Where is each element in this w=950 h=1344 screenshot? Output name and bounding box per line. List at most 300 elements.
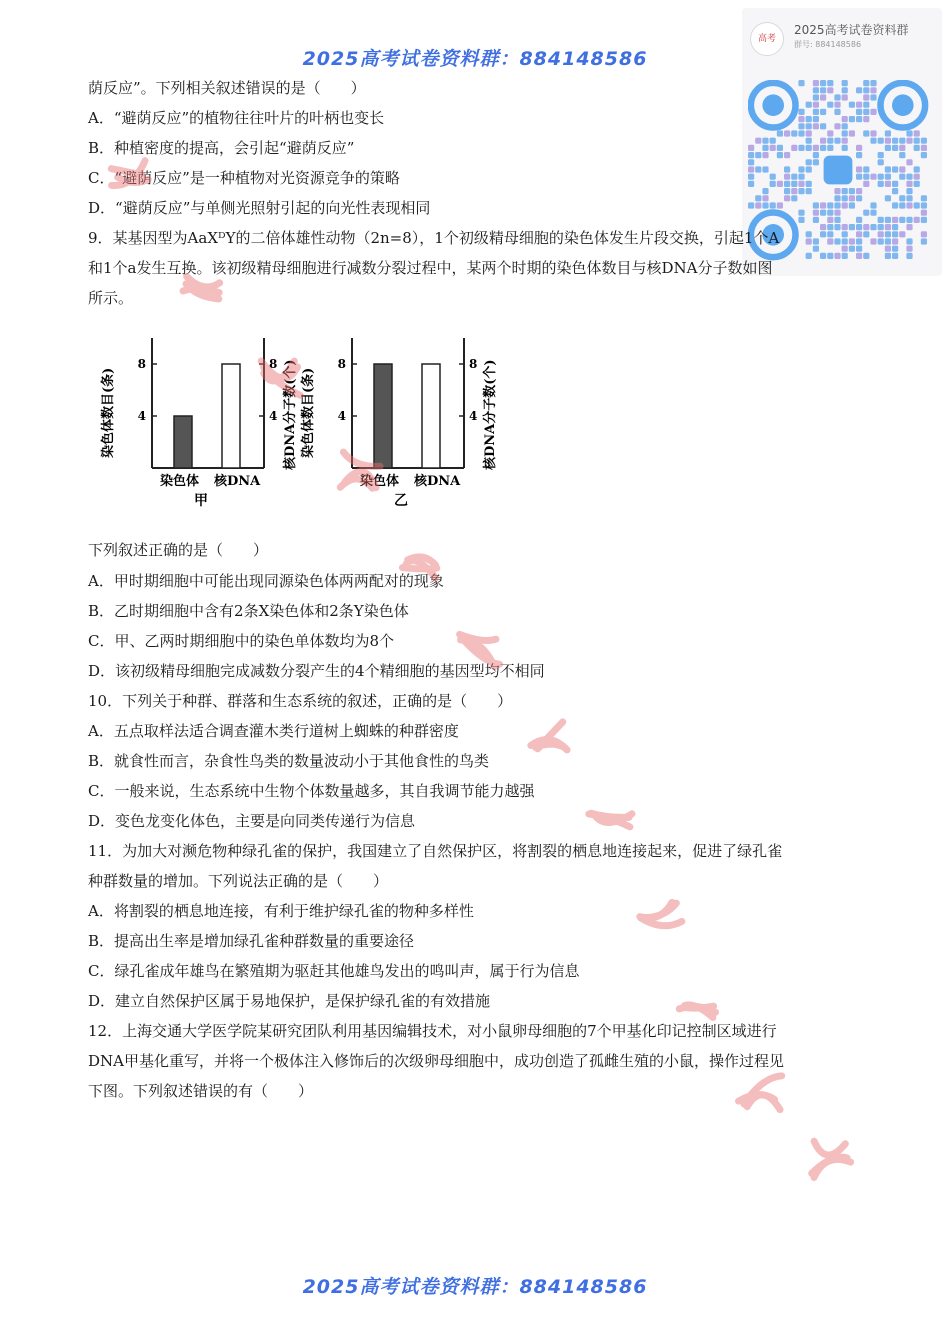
- qr-module: [870, 130, 876, 136]
- chart-title: 甲: [194, 493, 208, 509]
- qr-module: [834, 94, 840, 100]
- watermark-stroke: [641, 903, 676, 917]
- qr-module: [777, 130, 783, 136]
- y-tick-label-right: 4: [469, 409, 478, 423]
- qr-module: [791, 188, 797, 194]
- qr-module: [906, 181, 912, 187]
- qr-module: [870, 174, 876, 180]
- qr-module: [906, 130, 912, 136]
- qr-module: [856, 253, 862, 259]
- qr-module: [921, 217, 927, 223]
- qr-module: [806, 253, 812, 259]
- qr-module: [806, 238, 812, 244]
- qr-module: [870, 109, 876, 115]
- qr-module: [878, 138, 884, 144]
- x-category-label: 核DNA: [214, 474, 261, 489]
- watermark-stroke: [814, 1141, 845, 1155]
- watermark-stroke: [812, 1157, 847, 1173]
- qr-module: [899, 202, 905, 208]
- qr-module: [834, 138, 840, 144]
- qr-module: [770, 138, 776, 144]
- qr-module: [748, 181, 754, 187]
- qr-module: [806, 123, 812, 129]
- qr-module: [892, 145, 898, 151]
- qr-module: [813, 238, 819, 244]
- text-line: 11．为加大对濒危物种绿孔雀的保护，我国建立了自然保护区，将割裂的栖息地连接起来，促进了绿孔雀: [88, 842, 783, 860]
- qr-module: [856, 174, 862, 180]
- watermark-stroke: [186, 284, 219, 299]
- qr-module: [856, 238, 862, 244]
- qr-subtitle: 群号: 884148586: [794, 40, 862, 49]
- qr-module: [921, 195, 927, 201]
- y-tick-label-right: 8: [469, 357, 478, 371]
- qr-module: [813, 123, 819, 129]
- qr-module: [906, 138, 912, 144]
- qr-module: [856, 87, 862, 93]
- qr-module: [863, 231, 869, 237]
- qr-module: [885, 166, 891, 172]
- text-line: D．建立自然保护区属于易地保护，是保护绿孔雀的有效措施: [88, 992, 491, 1010]
- qr-module: [878, 224, 884, 230]
- y-axis-label: 染色体数目(条): [101, 367, 116, 458]
- qr-module: [777, 152, 783, 158]
- text-line: 12．上海交通大学医学院某研究团队利用基因编辑技术，对小鼠卵母细胞的7个甲基化印记控制区域进行: [88, 1022, 777, 1040]
- qr-module: [798, 123, 804, 129]
- qr-module: [885, 181, 891, 187]
- qr-module: [748, 202, 754, 208]
- qr-module: [842, 87, 848, 93]
- qr-module: [806, 231, 812, 237]
- qr-module: [770, 202, 776, 208]
- qr-module: [863, 253, 869, 259]
- qr-module: [892, 188, 898, 194]
- qr-module: [842, 253, 848, 259]
- qr-module: [813, 102, 819, 108]
- qr-module: [914, 202, 920, 208]
- text-line: C．绿孔雀成年雄鸟在繁殖期为驱赶其他雄鸟发出的鸣叫声，属于行为信息: [88, 962, 580, 980]
- qr-module: [914, 166, 920, 172]
- qr-module: [820, 109, 826, 115]
- qr-module: [842, 195, 848, 201]
- qr-module: [849, 202, 855, 208]
- text-line: DNA甲基化重写，并将一个极体注入修饰后的次级卵母细胞中，成功创造了孤雌生殖的小鼠，操作过程见: [88, 1052, 784, 1070]
- qr-module: [885, 238, 891, 244]
- qr-module: [921, 210, 927, 216]
- qr-module: [870, 138, 876, 144]
- qr-module: [755, 152, 761, 158]
- qr-module: [755, 166, 761, 172]
- qr-module: [856, 231, 862, 237]
- qr-module: [842, 238, 848, 244]
- qr-module: [892, 224, 898, 230]
- qr-module: [798, 188, 804, 194]
- qr-module: [834, 202, 840, 208]
- bar: [374, 364, 392, 468]
- qr-module: [863, 109, 869, 115]
- text-line: D．变色龙变化体色，主要是向同类传递行为信息: [88, 812, 416, 830]
- watermark-stroke: [591, 813, 629, 817]
- qr-module: [813, 159, 819, 165]
- qr-module: [870, 210, 876, 216]
- text-line: D．“避荫反应”与单侧光照射引起的向光性表现相同: [88, 199, 431, 217]
- qr-module: [921, 202, 927, 208]
- qr-module: [813, 116, 819, 122]
- qr-module: [906, 246, 912, 252]
- qr-module: [784, 130, 790, 136]
- qr-module: [834, 224, 840, 230]
- watermark-stroke: [594, 814, 632, 823]
- text-line: A．“避荫反应”的植物往往叶片的叶柄也变长: [88, 109, 385, 127]
- qr-module: [863, 210, 869, 216]
- x-category-label: 染色体: [160, 474, 200, 489]
- qr-module: [820, 145, 826, 151]
- qr-module: [899, 145, 905, 151]
- watermark-stroke: [739, 1095, 775, 1102]
- qr-module: [827, 224, 833, 230]
- text-line: 所示。: [88, 289, 134, 307]
- qr-module: [878, 181, 884, 187]
- qr-module: [777, 202, 783, 208]
- qr-module: [885, 246, 891, 252]
- qr-module: [885, 145, 891, 151]
- qr-module: [863, 102, 869, 108]
- watermark-stroke: [460, 634, 496, 640]
- qr-module: [762, 152, 768, 158]
- text-line: C．一般来说，生态系统中生物个体数量越多，其自我调节能力越强: [88, 782, 535, 800]
- text-line: 下列叙述正确的是（ ）: [88, 541, 269, 559]
- qr-module: [791, 181, 797, 187]
- qr-module: [755, 202, 761, 208]
- qr-module: [870, 94, 876, 100]
- qr-module: [849, 102, 855, 108]
- qr-module: [748, 166, 754, 172]
- qr-module: [784, 188, 790, 194]
- text-line: B．就食性而言，杂食性鸟类的数量波动小于其他食性的鸟类: [88, 752, 490, 770]
- qr-module: [755, 138, 761, 144]
- y-axis-label: 染色体数目(条): [301, 367, 316, 458]
- qr-module: [914, 145, 920, 151]
- text-line: 9．某基因型为AaXᴰY的二倍体雄性动物（2n=8），1个初级精母细胞的染色体发生片段交换，引起1个A: [88, 229, 780, 247]
- text-line: B．种植密度的提高，会引起“避荫反应”: [88, 139, 355, 157]
- watermark-stroke: [183, 289, 219, 293]
- chart-title: 乙: [394, 493, 408, 509]
- qr-module: [770, 145, 776, 151]
- qr-module: [878, 238, 884, 244]
- qr-module: [748, 145, 754, 151]
- qr-module: [806, 159, 812, 165]
- qr-module: [870, 224, 876, 230]
- qr-module: [892, 246, 898, 252]
- qr-module: [827, 210, 833, 216]
- qr-module: [806, 130, 812, 136]
- bar: [222, 364, 240, 468]
- qr-module: [842, 224, 848, 230]
- qr-module: [813, 217, 819, 223]
- qr-module: [820, 94, 826, 100]
- qr-module: [827, 102, 833, 108]
- qr-module: [892, 181, 898, 187]
- text-line: A．甲时期细胞中可能出现同源染色体两两配对的现象: [88, 572, 444, 590]
- qr-module: [842, 202, 848, 208]
- text-line: 下图。下列叙述错误的有（ ）: [88, 1082, 314, 1100]
- watermark-stroke: [814, 1159, 851, 1177]
- qr-module: [834, 253, 840, 259]
- qr-module: [921, 152, 927, 158]
- qr-module: [906, 224, 912, 230]
- qr-module: [921, 238, 927, 244]
- qr-module: [842, 231, 848, 237]
- qr-module: [770, 181, 776, 187]
- qr-module: [784, 181, 790, 187]
- qr-module: [827, 217, 833, 223]
- qr-module: [899, 138, 905, 144]
- qr-module: [849, 116, 855, 122]
- qr-module: [914, 174, 920, 180]
- qr-module: [798, 80, 804, 86]
- qr-module: [885, 231, 891, 237]
- text-line: C．“避荫反应”是一种植物对光资源竞争的策略: [88, 169, 400, 187]
- qr-module: [870, 202, 876, 208]
- qr-module: [827, 138, 833, 144]
- qr-module: [820, 253, 826, 259]
- qr-module: [791, 174, 797, 180]
- qr-module: [777, 145, 783, 151]
- qr-module: [878, 174, 884, 180]
- qr-module: [863, 116, 869, 122]
- watermark-stroke: [640, 902, 672, 918]
- qr-finder-dot: [762, 94, 784, 116]
- qr-module: [921, 138, 927, 144]
- qr-module: [813, 94, 819, 100]
- qr-module: [892, 217, 898, 223]
- qr-module: [820, 87, 826, 93]
- watermark-stroke: [408, 557, 436, 565]
- qr-module: [820, 80, 826, 86]
- qr-module: [863, 224, 869, 230]
- y-tick-label-right: 8: [269, 357, 278, 371]
- qr-module: [798, 130, 804, 136]
- qr-module: [820, 123, 826, 129]
- qr-module: [827, 87, 833, 93]
- qr-module: [899, 231, 905, 237]
- group-logo-icon: 高考: [750, 22, 784, 56]
- qr-module: [863, 181, 869, 187]
- qr-module: [849, 130, 855, 136]
- qr-module: [820, 224, 826, 230]
- qr-module: [827, 253, 833, 259]
- qr-module: [748, 159, 754, 165]
- qr-module: [798, 181, 804, 187]
- qr-module: [813, 210, 819, 216]
- qr-module: [798, 217, 804, 223]
- text-line: 种群数量的增加。下列说法正确的是（ ）: [88, 872, 389, 890]
- qr-module: [899, 166, 905, 172]
- qr-module: [892, 238, 898, 244]
- qr-module: [813, 80, 819, 86]
- qr-module: [755, 195, 761, 201]
- qr-module: [870, 87, 876, 93]
- text-line: A．五点取样法适合调查灌木类行道树上蜘蛛的种群密度: [88, 722, 459, 740]
- qr-module: [791, 195, 797, 201]
- qr-module: [899, 152, 905, 158]
- qr-module: [798, 109, 804, 115]
- qr-module: [856, 217, 862, 223]
- qr-module: [834, 217, 840, 223]
- watermark-stroke: [679, 1006, 715, 1012]
- qr-module: [834, 123, 840, 129]
- text-line: D．该初级精母细胞完成减数分裂产生的4个精细胞的基因型均不相同: [88, 662, 545, 680]
- watermark-stroke: [747, 1095, 780, 1110]
- text-line: C．甲、乙两时期细胞中的染色单体数均为8个: [88, 632, 395, 650]
- qr-module: [784, 152, 790, 158]
- qr-module: [813, 246, 819, 252]
- qr-module: [878, 217, 884, 223]
- qr-finder-dot: [892, 94, 914, 116]
- qr-module: [762, 138, 768, 144]
- qr-module: [827, 145, 833, 151]
- qr-module: [798, 166, 804, 172]
- y-tick-label-left: 4: [137, 409, 146, 423]
- qr-module: [842, 94, 848, 100]
- qr-module: [885, 174, 891, 180]
- qr-module: [849, 195, 855, 201]
- qr-module: [806, 116, 812, 122]
- qr-module: [798, 116, 804, 122]
- qr-module: [856, 145, 862, 151]
- qr-module: [906, 195, 912, 201]
- qr-module: [856, 152, 862, 158]
- watermark-stroke: [538, 722, 563, 749]
- qr-module: [784, 174, 790, 180]
- qr-module: [806, 102, 812, 108]
- qr-module: [820, 138, 826, 144]
- text-line: B．乙时期细胞中含有2条X染色体和2条Y染色体: [88, 602, 409, 620]
- qr-module: [892, 202, 898, 208]
- qr-module: [906, 253, 912, 259]
- qr-module: [906, 238, 912, 244]
- footer-banner: 2025高考试卷资料群：884148586: [302, 1276, 648, 1298]
- y-tick-label-left: 8: [137, 357, 146, 371]
- qr-module: [899, 217, 905, 223]
- qr-module: [856, 195, 862, 201]
- qr-module: [842, 188, 848, 194]
- qq-penguin-icon: [824, 156, 853, 185]
- qr-module: [806, 181, 812, 187]
- qr-module: [914, 181, 920, 187]
- text-line: 10．下列关于种群、群落和生态系统的叙述，正确的是（ ）: [88, 692, 513, 710]
- qr-module: [834, 238, 840, 244]
- qr-module: [892, 138, 898, 144]
- watermark-stroke: [744, 1076, 782, 1104]
- qr-module: [762, 195, 768, 201]
- qr-module: [856, 116, 862, 122]
- qr-module: [849, 246, 855, 252]
- qr-module: [885, 130, 891, 136]
- qr-module: [906, 188, 912, 194]
- y2-axis-label: 核DNA分子数(个): [283, 359, 298, 470]
- qr-module: [791, 130, 797, 136]
- qr-module: [806, 138, 812, 144]
- text-line: 和1个a发生互换。该初级精母细胞进行减数分裂过程中，某两个时期的染色体数目与核DNA分子数如图: [88, 259, 773, 277]
- qr-module: [762, 188, 768, 194]
- qr-module: [856, 246, 862, 252]
- qr-module: [914, 138, 920, 144]
- qr-title: 2025高考试卷资料群: [794, 23, 909, 37]
- qr-module: [885, 253, 891, 259]
- qr-module: [813, 145, 819, 151]
- qr-module: [842, 130, 848, 136]
- qr-module: [842, 246, 848, 252]
- qr-module: [827, 238, 833, 244]
- qr-module: [863, 166, 869, 172]
- qr-module: [820, 202, 826, 208]
- qr-module: [762, 166, 768, 172]
- y-tick-label-left: 4: [337, 409, 346, 423]
- qr-module: [784, 166, 790, 172]
- qr-module: [885, 195, 891, 201]
- qr-module: [863, 80, 869, 86]
- qr-module: [899, 195, 905, 201]
- qr-module: [791, 145, 797, 151]
- qr-module: [921, 231, 927, 237]
- qr-module: [827, 130, 833, 136]
- text-line: 荫反应”。下列相关叙述错误的是（ ）: [88, 79, 366, 97]
- qr-module: [813, 152, 819, 158]
- watermark-stroke: [683, 1006, 714, 1008]
- qr-module: [856, 188, 862, 194]
- watermark-stroke: [531, 740, 567, 750]
- qr-module: [806, 166, 812, 172]
- y2-axis-label: 核DNA分子数(个): [483, 359, 498, 470]
- qr-module: [827, 202, 833, 208]
- qr-module: [878, 159, 884, 165]
- y-tick-label-right: 4: [269, 409, 278, 423]
- qr-module: [856, 224, 862, 230]
- qr-module: [849, 224, 855, 230]
- qr-module: [748, 174, 754, 180]
- qr-module: [798, 145, 804, 151]
- qr-module: [834, 109, 840, 115]
- y-tick-label-left: 8: [337, 357, 346, 371]
- qr-module: [906, 174, 912, 180]
- watermark-stroke: [535, 744, 564, 747]
- qr-module: [870, 80, 876, 86]
- qr-module: [806, 145, 812, 151]
- qr-module: [914, 217, 920, 223]
- qr-module: [914, 130, 920, 136]
- qr-module: [878, 152, 884, 158]
- qr-module: [921, 145, 927, 151]
- text-line: A．将割裂的栖息地连接，有利于维护绿孔雀的物种多样性: [88, 902, 474, 920]
- qr-module: [906, 159, 912, 165]
- qr-module: [762, 202, 768, 208]
- qr-module: [885, 224, 891, 230]
- text-line: B．提高出生率是增加绿孔雀种群数量的重要途径: [88, 932, 415, 950]
- qr-module: [820, 231, 826, 237]
- qr-module: [834, 188, 840, 194]
- qr-module: [878, 231, 884, 237]
- qr-module: [770, 174, 776, 180]
- qr-module: [827, 231, 833, 237]
- qr-module: [842, 123, 848, 129]
- qr-module: [856, 102, 862, 108]
- qr-module: [863, 174, 869, 180]
- qr-module: [863, 87, 869, 93]
- qr-module: [834, 210, 840, 216]
- qr-module: [842, 145, 848, 151]
- qr-module: [748, 152, 754, 158]
- qr-module: [834, 102, 840, 108]
